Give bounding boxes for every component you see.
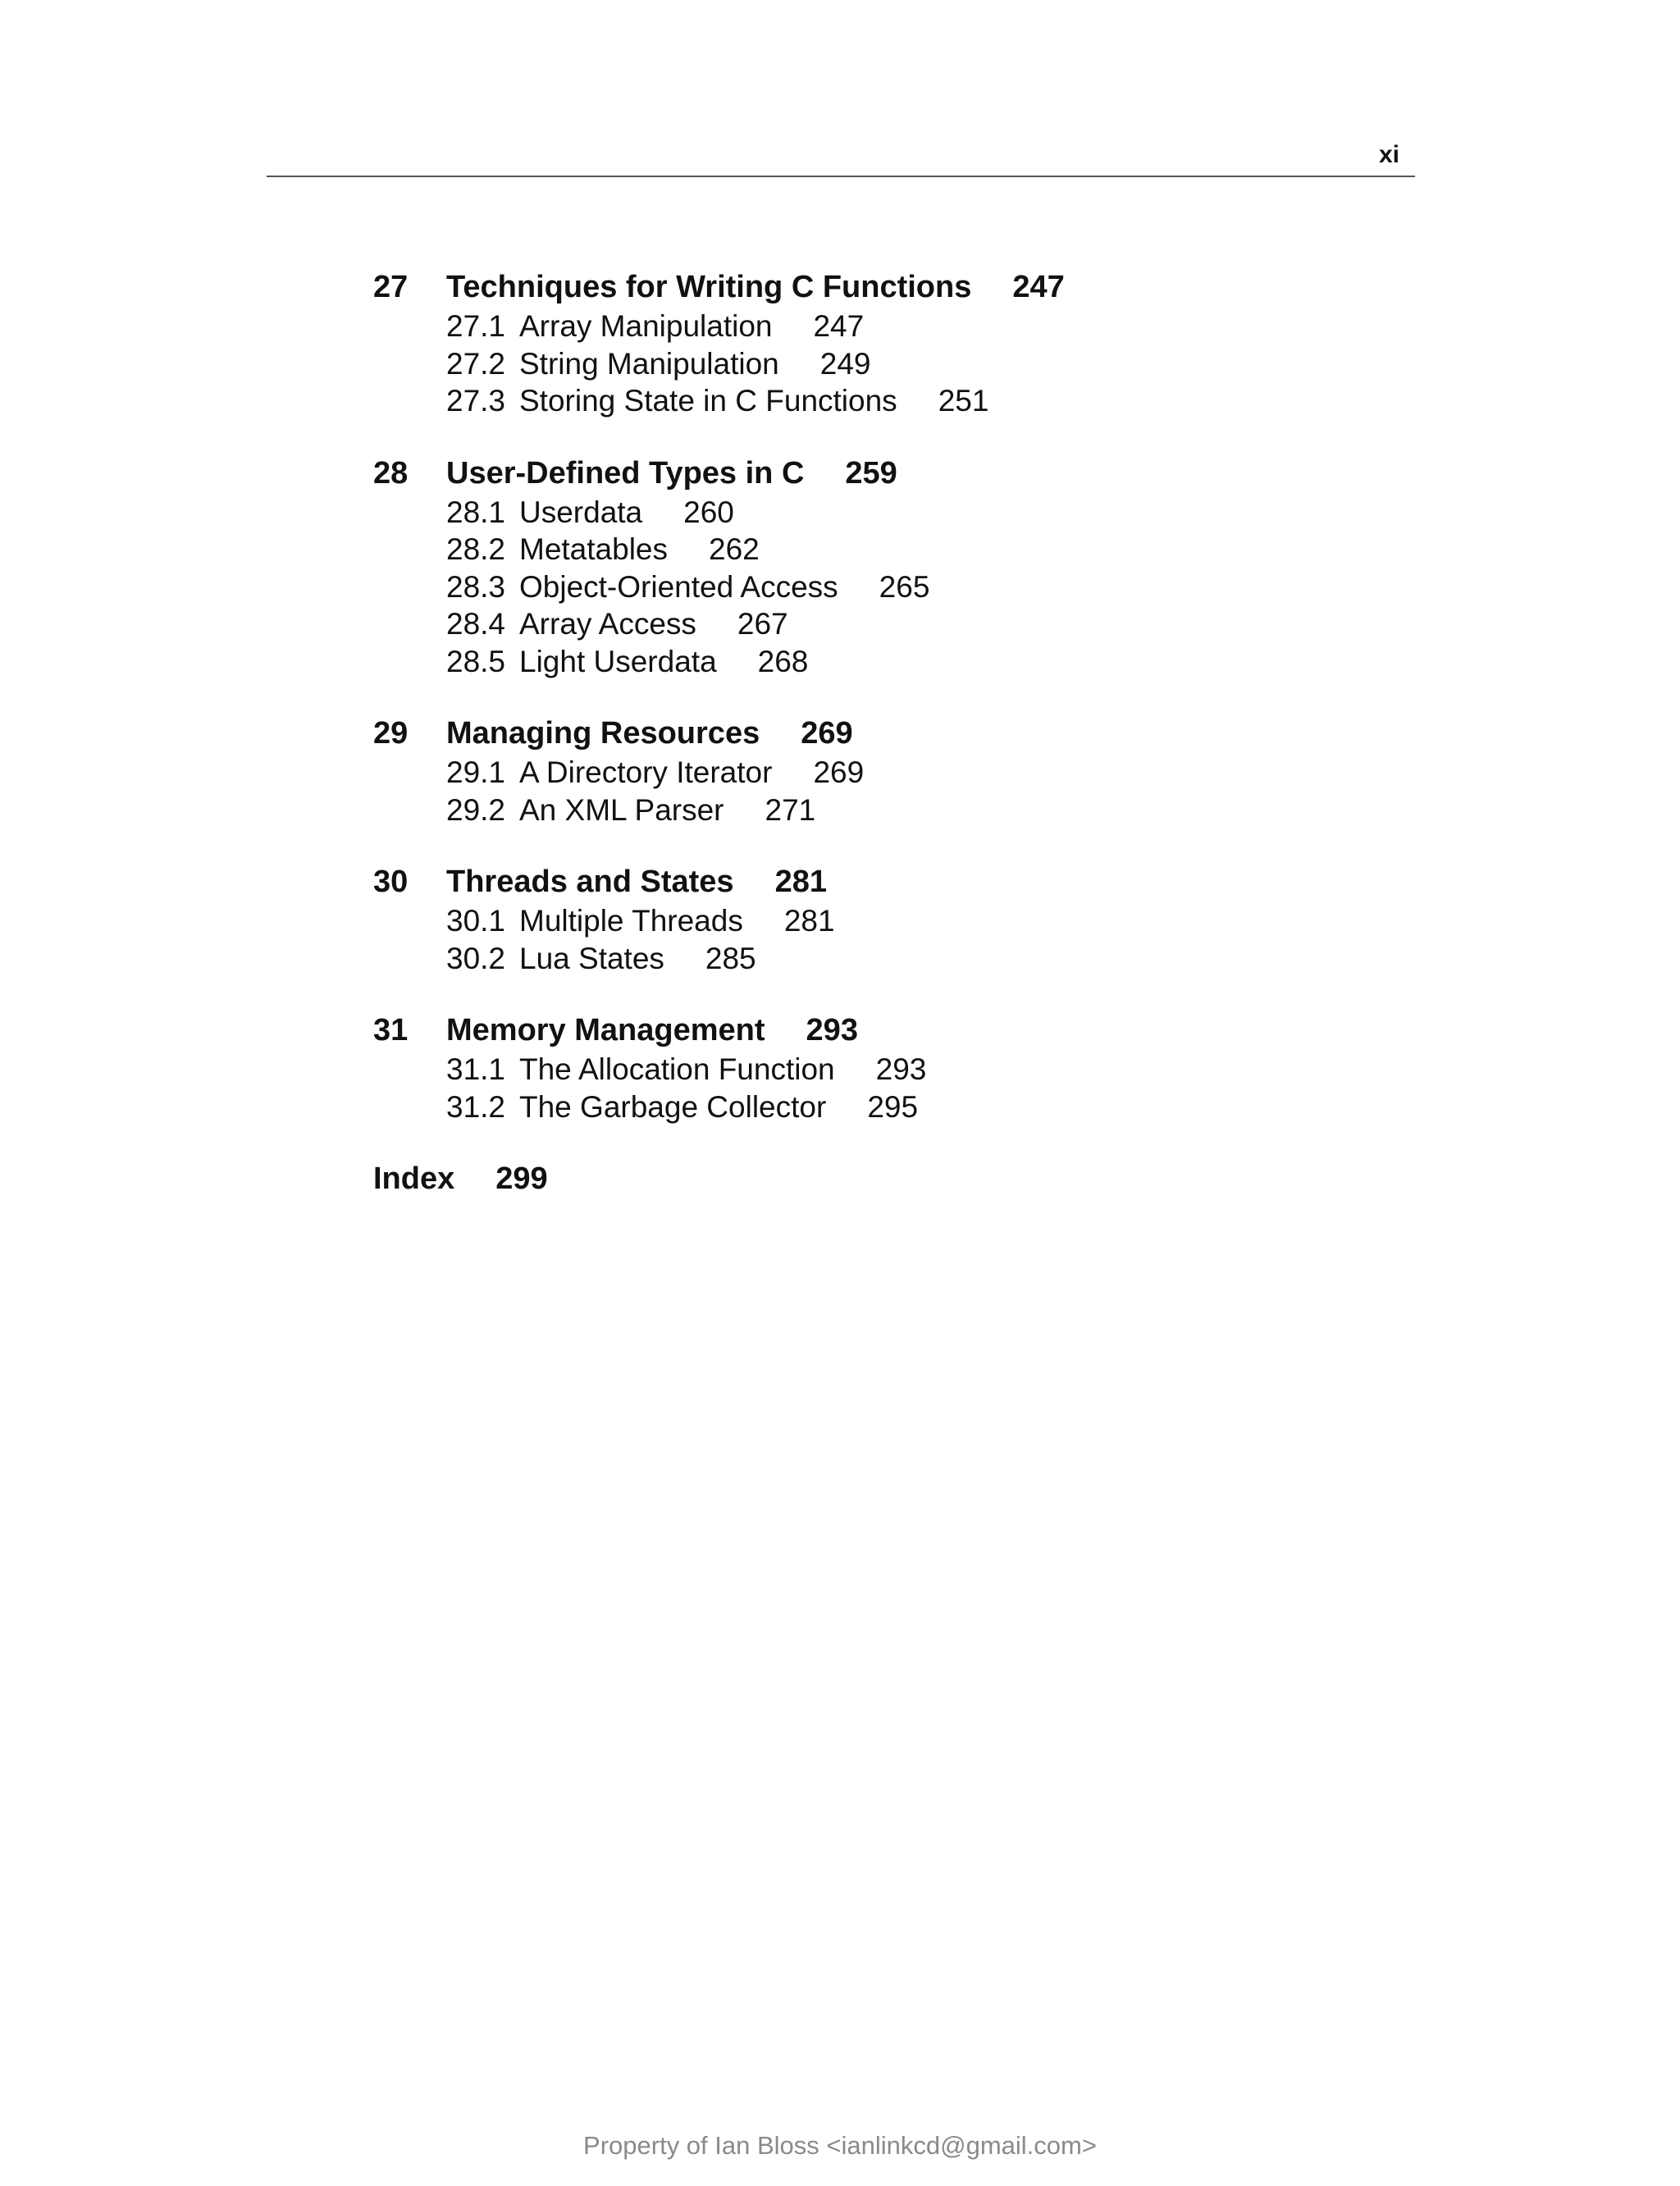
section-page: 271 <box>765 792 816 827</box>
section-entry[interactable] <box>373 531 1358 568</box>
chapter-title: Threads and States <box>446 865 734 899</box>
chapter-heading[interactable] <box>373 453 1358 494</box>
section-number: 28.5 <box>446 644 506 678</box>
chapter-title: Managing Resources <box>446 716 760 751</box>
chapter-title: Memory Management <box>446 1013 765 1047</box>
section-entry[interactable] <box>373 1088 1358 1126</box>
chapter-27 <box>373 267 1358 420</box>
section-number: 29.2 <box>446 792 506 827</box>
section-page: 281 <box>783 904 835 938</box>
section-page: 267 <box>737 607 788 641</box>
section-number: 29.1 <box>446 755 506 789</box>
section-page: 285 <box>705 941 756 975</box>
section-entry[interactable] <box>373 754 1358 792</box>
section-number: 28.3 <box>446 569 506 604</box>
chapter-heading[interactable] <box>373 713 1358 754</box>
chapter-title: User-Defined Types in C <box>446 455 805 491</box>
section-entry[interactable] <box>373 1051 1358 1088</box>
section-page: 269 <box>813 755 865 789</box>
section-number: 30.2 <box>446 941 506 975</box>
section-title: Userdata <box>519 495 643 529</box>
chapter-30 <box>373 861 1358 977</box>
section-entry[interactable] <box>373 345 1358 383</box>
section-title: Array Access <box>519 607 696 641</box>
chapter-page: 293 <box>806 1013 858 1047</box>
section-title: Metatables <box>519 532 668 566</box>
chapter-page: 269 <box>801 716 853 751</box>
section-page: 247 <box>813 309 865 343</box>
chapter-29 <box>373 713 1358 828</box>
chapter-title: Techniques for Writing C Functions <box>446 270 972 304</box>
section-entry[interactable] <box>373 605 1358 643</box>
section-page: 265 <box>879 569 930 604</box>
section-page: 295 <box>867 1089 919 1124</box>
chapter-page: 247 <box>1012 270 1065 304</box>
header-rule <box>267 176 1415 177</box>
chapter-page: 281 <box>774 865 827 899</box>
section-number: 27.1 <box>446 309 506 343</box>
section-title: An XML Parser <box>519 792 724 827</box>
index-title: Index <box>373 1161 455 1196</box>
chapter-number: 29 <box>373 716 409 751</box>
section-entry[interactable] <box>373 308 1358 345</box>
section-entry[interactable] <box>373 940 1358 978</box>
section-number: 27.2 <box>446 346 506 381</box>
chapter-heading[interactable] <box>373 1010 1358 1051</box>
section-title: Lua States <box>519 941 664 975</box>
section-entry[interactable] <box>373 902 1358 940</box>
section-entry[interactable] <box>373 382 1358 420</box>
section-page: 268 <box>757 644 809 678</box>
section-page: 262 <box>709 532 760 566</box>
section-entry[interactable] <box>373 643 1358 681</box>
chapter-28 <box>373 453 1358 681</box>
chapter-page: 259 <box>845 455 897 491</box>
section-page: 260 <box>683 495 734 529</box>
section-page: 293 <box>875 1052 927 1086</box>
section-number: 31.2 <box>446 1089 506 1124</box>
section-number: 27.3 <box>446 384 506 418</box>
chapter-heading[interactable] <box>373 861 1358 902</box>
section-title: Light Userdata <box>519 644 717 678</box>
section-title: Array Manipulation <box>519 309 773 343</box>
chapter-heading[interactable] <box>373 267 1358 308</box>
index-page: 299 <box>495 1161 548 1196</box>
section-title: String Manipulation <box>519 346 779 381</box>
section-entry[interactable] <box>373 792 1358 829</box>
section-number: 28.2 <box>446 532 506 566</box>
section-number: 31.1 <box>446 1052 506 1086</box>
section-entry[interactable] <box>373 568 1358 606</box>
chapter-number: 27 <box>373 270 409 304</box>
chapter-number: 31 <box>373 1013 409 1047</box>
section-title: Object-Oriented Access <box>519 569 838 604</box>
section-entry[interactable] <box>373 494 1358 532</box>
section-number: 30.1 <box>446 904 506 938</box>
page-number: xi <box>1378 141 1399 168</box>
index-entry[interactable] <box>373 1158 1358 1199</box>
section-title: Multiple Threads <box>519 904 743 938</box>
section-title: The Allocation Function <box>519 1052 835 1086</box>
section-number: 28.1 <box>446 495 506 529</box>
section-number: 28.4 <box>446 607 506 641</box>
chapter-number: 28 <box>373 455 409 491</box>
chapter-number: 30 <box>373 865 409 899</box>
section-title: A Directory Iterator <box>519 755 773 789</box>
section-title: The Garbage Collector <box>519 1089 827 1124</box>
footer-watermark: Property of Ian Bloss <ianlinkcd@gmail.com> <box>583 2131 1097 2160</box>
section-page: 249 <box>819 346 871 381</box>
section-page: 251 <box>938 384 989 418</box>
chapter-31 <box>373 1010 1358 1125</box>
table-of-contents <box>373 267 1358 1199</box>
section-title: Storing State in C Functions <box>519 384 897 418</box>
